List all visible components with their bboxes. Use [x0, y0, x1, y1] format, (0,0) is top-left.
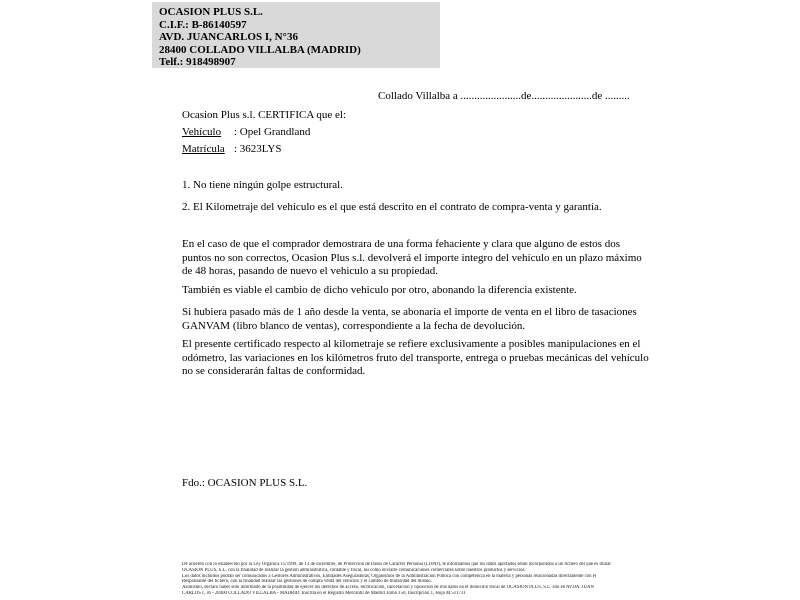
company-city: 28400 COLLADO VILLALBA (MADRID) [159, 43, 361, 56]
legal-line-4: Responsable del fichero, con la finalidad realizar las gestiones de compra venta del vehículo y el cambio de titularidad del mismo. [182, 579, 432, 585]
legal-line-5: Asimismo, declaro haber sido informado de la posibilidad de ejercer los derechos de acceso, rectificación, cancelación y oposición de mis datos en el domicilio fiscal de OCASIÓN PLUS, S.L. sito en AVDA. JUAN [182, 585, 594, 591]
plate-field-value: : 3623LYS [234, 143, 282, 155]
legal-line-2: OCASIÓN PLUS, S.L. con la finalidad de realizar la gestión administrativa, contable y fiscal, así como enviarle comunicaciones comerciales sobre nuestros productos y servicios. [182, 567, 526, 573]
paragraph-exchange-option: También es viable el cambio de dicho vehiculo por otro, abonando la diferencia existente. [182, 284, 577, 296]
certification-intro: Ocasion Plus s.l. CERTIFICA que el: [182, 109, 347, 121]
vehicle-field-value: : Opel Grandland [234, 126, 311, 138]
paragraph-refund-terms: En el caso de que el comprador demostrara de una forma fehaciente y clara que alguno de estos dos puntos no son correctos, Ocasion Plus s.l. devolverá el importe integro del vehículo en un plazo máximo de 48 horas, pasando de nuevo el vehiculo a su propiedad. [182, 238, 642, 278]
paragraph-odometer-disclaimer: El presente certificado respecto al kilometraje se refiere exclusivamente a posibles manipulaciones en el odómetro, las variaciones en los kilómetros fruto del transporte, entrega o pruebas mecánicas del vehículo no se considerarán faltas de conformidad. [182, 338, 649, 378]
date-line: Collado Villalba a ......................de......................de ......... [378, 90, 630, 102]
letterhead [152, 2, 440, 68]
company-cif: C.I.F.: B-86140597 [159, 18, 247, 31]
plate-field [182, 143, 482, 157]
legal-line-6: CARLOS I, 36 - 28400 COLLADO VILLALBA - MADRID. Inscrita en el Registro Mercantil de Madrid Tomo 150, Inscripción 1, Hoja M 511731 [182, 590, 466, 596]
vehicle-field [182, 126, 482, 140]
company-address: AVD. JUANCARLOS I, N°36 [159, 31, 298, 44]
plate-field-label: Matrícula [182, 143, 225, 155]
legal-footer [182, 562, 622, 597]
company-phone: Telf.: 918498907 [159, 56, 236, 69]
vehicle-field-label: Vehículo [182, 126, 222, 138]
numbered-item-1: 1. No tiene ningún golpe estructural. [182, 179, 343, 191]
paragraph-ganvam-valuation: Si hubiera pasado más de 1 año desde la venta, se abonaría el importe de venta en el libro de tasaciones GANVAM (libro blanco de ventas), correspondiente a la fecha de devolución. [182, 306, 637, 332]
numbered-item-2: 2. El Kilometraje del vehículo es el que está descrito en el contrato de compra-venta y garantía. [182, 201, 602, 213]
legal-line-3: Los datos incluidos podrán ser comunicados a Gestores Administrativos, Entidades Aseguradoras, Organismos de la Administración Pública con competencia en la materia y personas relacionadas directamente con el [182, 573, 597, 579]
signature-line: Fdo.: OCASION PLUS S.L. [182, 477, 308, 489]
legal-line-1: De acuerdo con lo establecido por la Ley Orgánica 15/1999, de 13 de diciembre, de Protección de Datos de Carácter Personal (LOPD), le informamos que los datos aportados serán incorporados a un fichero del que es titular [182, 562, 611, 567]
company-name: OCASION PLUS S.L. [159, 6, 263, 18]
